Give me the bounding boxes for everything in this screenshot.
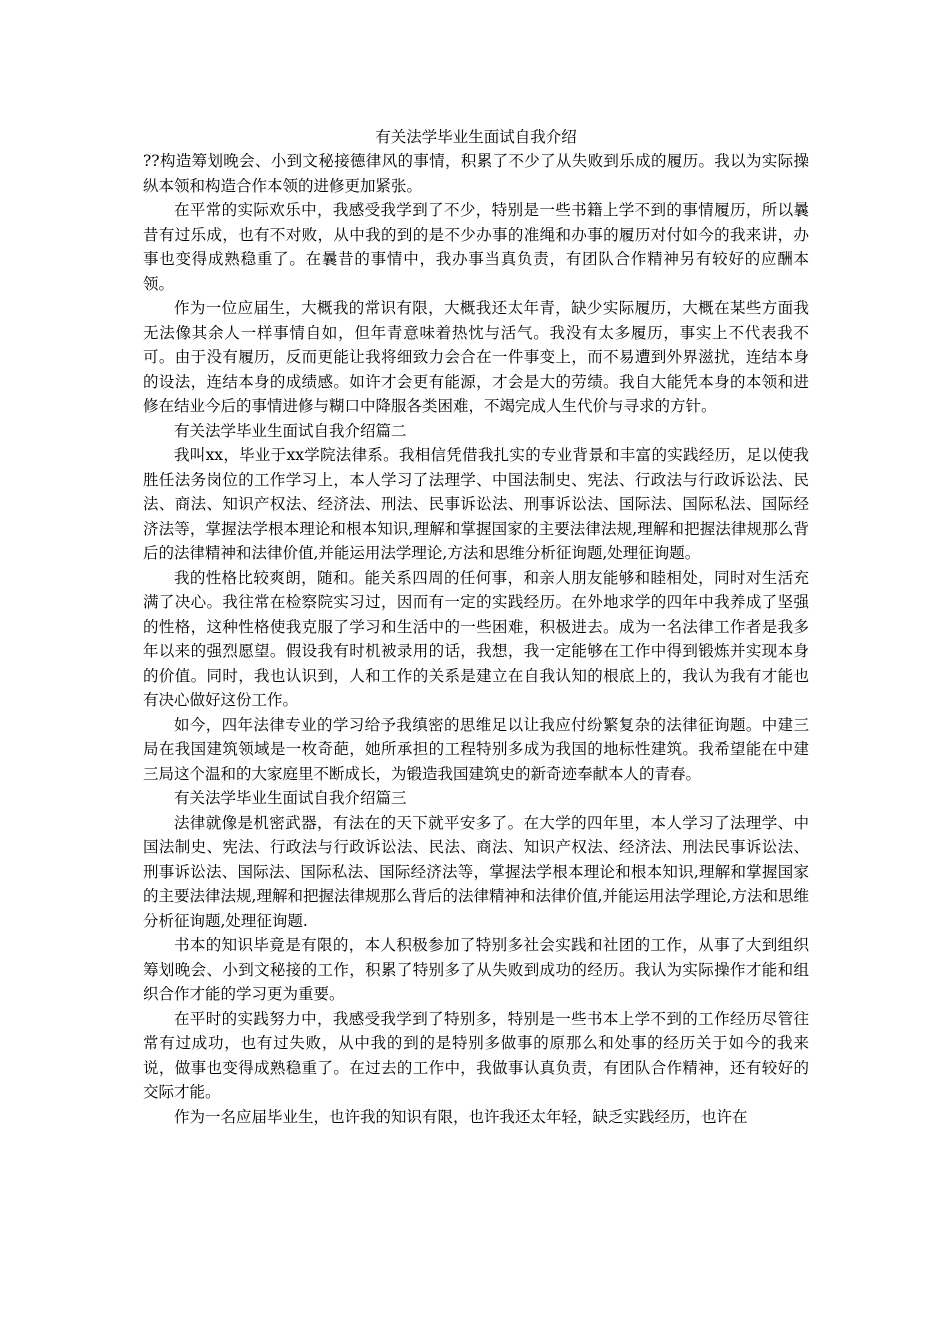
paragraph: 在平常的实际欢乐中，我感受我学到了不少，特别是一些书籍上学不到的事情履历，所以曩昔有过乐成，也有不对败，从中我的到的是不少办事的准绳和办事的履历对付如今的我来讲，办事也变得成熟稳重了。在曩昔的事情中，我办事当真负责，有团队合作精神另有较好的应酬本领。 — [143, 201, 809, 293]
paragraph: 如今，四年法律专业的学习给予我缜密的思维足以让我应付纷繁复杂的法律征询题。中建三局在我国建筑领域是一枚奇葩，她所承担的工程特别多成为我国的地标性建筑。我希望能在中建三局这个温和的大家庭里不断成长，为锻造我国建筑史的新奇迹奉献本人的青春。 — [143, 715, 809, 783]
paragraph: 作为一名应届毕业生，也许我的知识有限，也许我还太年轻，缺乏实践经历，也许在 — [174, 1107, 748, 1126]
paragraph: 我的性格比较爽朗，随和。能关系四周的任何事，和亲人朋友能够和睦相处，同时对生活充满了决心。我往常在检察院实习过，因而有一定的实践经历。在外地求学的四年中我养成了坚强的性格，这种性格使我克服了学习和生活中的一些困难，积极进去。成为一名法律工作者是我多年以来的强烈愿望。假设我有时机被录用的话，我想，我一定能够在工作中得到锻炼并实现本身的价值。同时，我也认识到，人和工作的关系是建立在自我认知的根底上的，我认为我有才能也有决心做好这份工作。 — [143, 568, 809, 709]
paragraph: 在平时的实践努力中，我感受我学到了特别多，特别是一些书本上学不到的工作经历尽管往常有过成功，也有过失败，从中我的到的是特别多做事的原那么和处事的经历关于如今的我来说，做事也变得成熟稳重了。在过去的工作中，我做事认真负责，有团队合作精神，还有较好的交际才能。 — [143, 1009, 809, 1101]
document-title: 有关法学毕业生面试自我介绍 — [375, 128, 577, 146]
paragraph: 作为一位应届生，大概我的常识有限，大概我还太年青，缺少实际履历，大概在某些方面我无法像其余人一样事情自如，但年青意味着热忱与活气。我没有太多履历，事实上不代表我不可。由于没有履历，反而更能让我将细致力会合在一件事变上，而不易遭到外界滋扰，连结本身的设法，连结本身的成绩感。如许才会更有能源，才会是大的劳绩。我自大能凭本身的本领和进修在结业今后的事情进修与糊口中降服各类困难，不竭完成人生代价与寻求的方针。 — [143, 299, 809, 415]
section-title-2: 有关法学毕业生面试自我介绍篇二 — [174, 421, 407, 440]
paragraph: 我叫xx，毕业于xx学院法律系。我相信凭借我扎实的专业背景和丰富的实践经历，足以使我胜任法务岗位的工作学习上，本人学习了法理学、中国法制史、宪法、行政法与行政诉讼法、民法、商法、知识产权法、经济法、刑法、民事诉讼法、刑事诉讼法、国际法、国际私法、国际经济法等，掌握法学根本理论和根本知识,理解和掌握国家的主要法律法规,理解和把握法律规那么背后的法律精神和法律价值,并能运用法学理论,方法和思维分析征询题,处理征询题。 — [143, 446, 809, 562]
paragraph: 书本的知识毕竟是有限的，本人积极参加了特别多社会实践和社团的工作，从事了大到组织筹划晚会、小到文秘接的工作，积累了特别多了从失败到成功的经历。我认为实际操作才能和组织合作才能的学习更为重要。 — [143, 936, 809, 1003]
paragraph-continuation: ??构造筹划晚会、小到文秘接德律风的事情，积累了不少了从失败到乐成的履历。我以为实际操纵本领和构造合作本领的进修更加紧张。 — [143, 152, 809, 195]
section-title-3: 有关法学毕业生面试自我介绍篇三 — [174, 789, 407, 807]
document-page — [143, 125, 809, 1129]
paragraph: 法律就像是机密武器，有法在的天下就平安多了。在大学的四年里，本人学习了法理学、中国法制史、宪法、行政法与行政诉讼法、民法、商法、知识产权法、经济法、刑法民事诉讼法、刑事诉讼法、国际法、国际私法、国际经济法等，掌握法学根本理论和根本知识,理解和掌握国家的主要法律法规,理解和把握法律规那么背后的法律精神和法律价值,并能运用法学理论,方法和思维分析征询题,处理征询题. — [143, 813, 809, 930]
